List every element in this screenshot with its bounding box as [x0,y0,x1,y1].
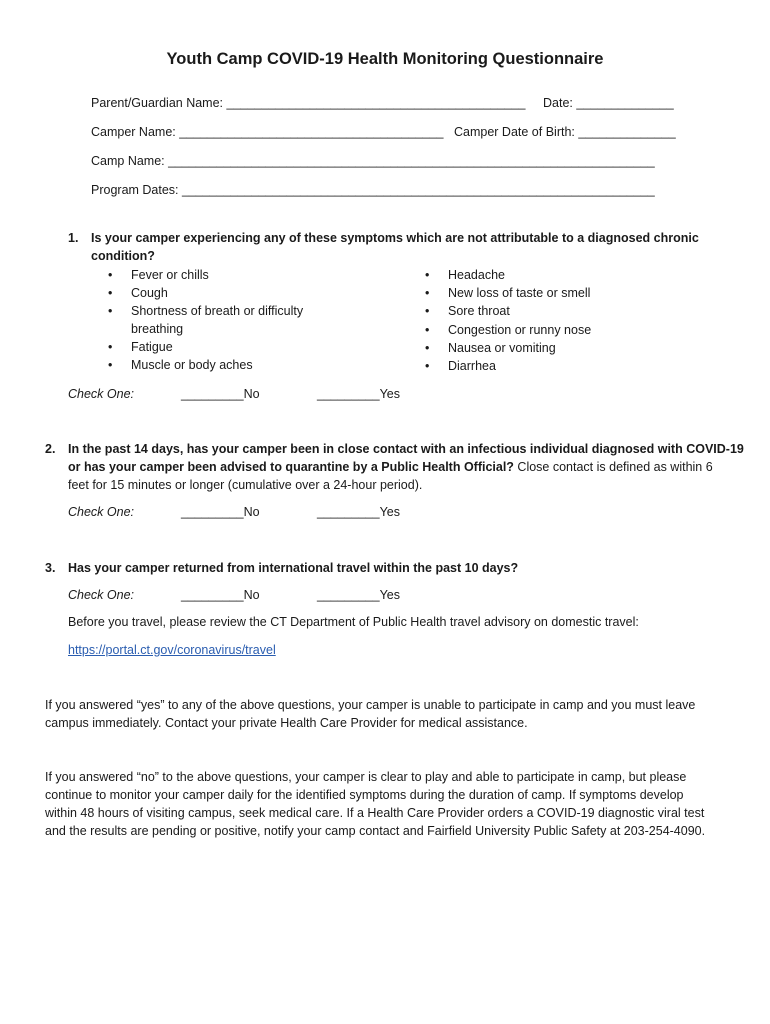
q3-text: Has your camper returned from international travel within the past 10 days? [68,561,519,575]
symptom-label: Headache [448,268,505,282]
symptom-label: Nausea or vomiting [448,341,556,355]
date-field[interactable]: Date: ______________ [543,96,674,110]
q2-text-line2-rest: Close contact is defined as within 6 [513,460,713,474]
symptom-label: Shortness of breath or difficulty [131,304,304,318]
program-dates-field[interactable]: Program Dates: ____________________________________________________________________ [91,183,655,197]
q3-yes-option[interactable]: _________Yes [317,588,400,602]
symptom-label: Fever or chills [131,268,209,282]
right-symptom-item [425,323,592,337]
bullet-icon: • [108,304,113,318]
q1-text-line1: Is your camper experiencing any of these symptoms which are not attributable to a diagnosed chronic [91,231,699,245]
symptom-label: Cough [131,286,168,300]
camper-name-field[interactable]: Camper Name: ______________________________________ [91,125,444,139]
right-symptom-item [425,268,505,282]
q2-check-label: Check One: [68,505,135,519]
left-symptom-item [108,358,253,372]
bullet-icon: • [108,268,113,282]
left-symptom-item [108,340,173,354]
left-symptom-item [108,304,304,318]
right-symptom-item [425,341,556,355]
camp-name-field[interactable]: Camp Name: ______________________________________________________________________ [91,154,655,168]
q1-check-label: Check One: [68,387,135,401]
bullet-icon: • [108,286,113,300]
symptom-label: breathing [131,322,184,336]
q3-check-label: Check One: [68,588,135,602]
q2-no-option[interactable]: _________No [181,505,260,519]
bullet-icon: • [108,340,113,354]
symptom-label: Diarrhea [448,359,496,373]
right-symptom-item [425,359,496,373]
q1-yes-option[interactable]: _________Yes [317,387,400,401]
symptom-label: Congestion or runny nose [448,323,592,337]
q2-text-line3: feet for 15 minutes or longer (cumulative over a 24-hour period). [68,478,423,492]
q2-text-line2-bold: or has your camper been advised to quarantine by a Public Health Official? [68,460,514,474]
bullet-icon: • [425,286,430,300]
symptom-label: Sore throat [448,304,510,318]
q2-text-line1: In the past 14 days, has your camper been in close contact with an infectious individual diagnosed with COVID-19 [68,442,744,456]
q2-yes-option[interactable]: _________Yes [317,505,400,519]
bullet-icon: • [425,341,430,355]
symptom-label: Fatigue [131,340,173,354]
bullet-icon: • [425,359,430,373]
symptom-label: Muscle or body aches [131,358,253,372]
left-symptom-item [131,322,183,336]
q1-text-line2: condition? [91,249,155,263]
bullet-icon: • [425,323,430,337]
q3-no-option[interactable]: _________No [181,588,260,602]
symptom-label: New loss of taste or smell [448,286,591,300]
no-paragraph-line2: continue to monitor your camper daily for the identified symptoms during the duration of camp. If symptoms develop [45,788,684,802]
q1-number: 1. [68,231,79,245]
left-symptom-item [108,268,209,282]
no-paragraph-line1: If you answered “no” to the above questions, your camper is clear to play and able to participate in camp, but please [45,770,687,784]
yes-paragraph-line2: campus immediately. Contact your private Health Care Provider for medical assistance. [45,716,528,730]
left-symptom-item [108,286,168,300]
travel-advisory-link[interactable]: https://portal.ct.gov/coronavirus/travel [68,643,276,657]
q3-number: 3. [45,561,56,575]
q1-no-option[interactable]: _________No [181,387,260,401]
bullet-icon: • [108,358,113,372]
no-paragraph-line3: within 48 hours of visiting campus, seek medical care. If a Health Care Provider orders a COVID-19 diagnostic viral test [45,806,705,820]
right-symptom-item [425,286,591,300]
bullet-icon: • [425,268,430,282]
bullet-icon: • [425,304,430,318]
right-symptom-item [425,304,510,318]
travel-note: Before you travel, please review the CT Department of Public Health travel advisory on domestic travel: [68,615,639,629]
q2-text-line2 [68,460,713,474]
parent-name-field[interactable]: Parent/Guardian Name: ___________________________________________ [91,96,526,110]
no-paragraph-line4: and the results are pending or positive, notify your camp contact and Fairfield University Public Safety at 203-254-4090. [45,824,706,838]
q2-number: 2. [45,442,56,456]
yes-paragraph-line1: If you answered “yes” to any of the above questions, your camper is unable to participate in camp and you must leave [45,698,696,712]
page-title: Youth Camp COVID-19 Health Monitoring Questionnaire [166,50,604,68]
camper-dob-field[interactable]: Camper Date of Birth: ______________ [454,125,676,139]
